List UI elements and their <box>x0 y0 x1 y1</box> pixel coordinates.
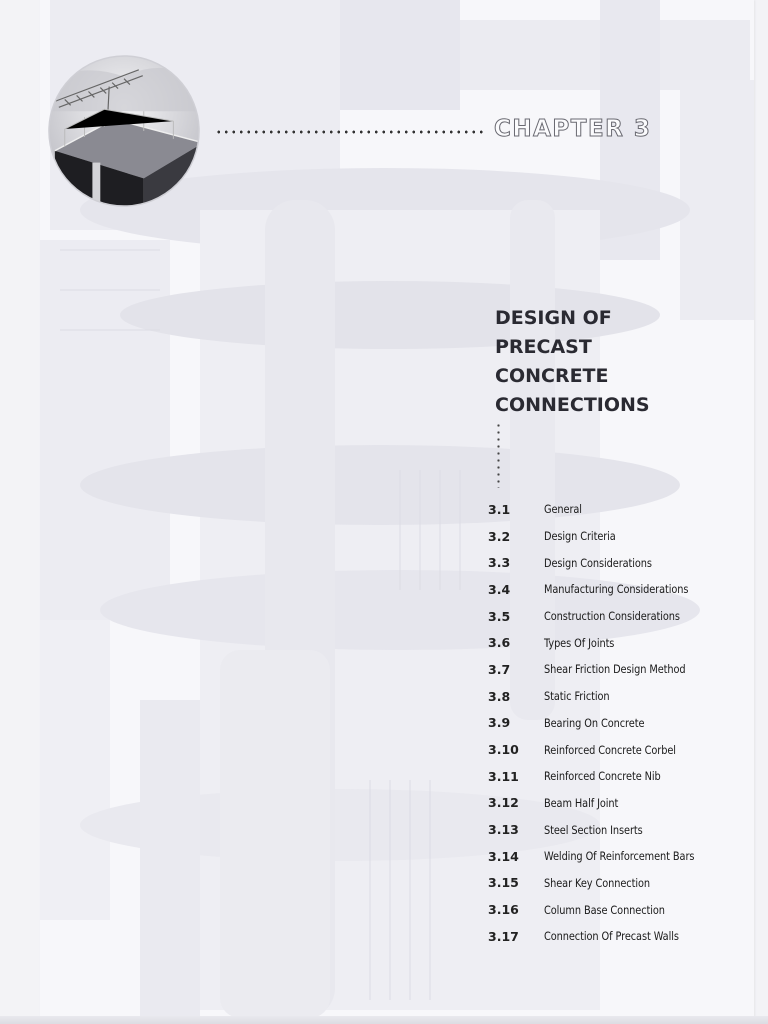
vertical-dotted-divider <box>497 422 500 488</box>
toc-number: 3.7 <box>488 661 511 677</box>
toc-number: 3.16 <box>488 902 519 918</box>
toc-label: Shear Key Connection <box>544 875 650 890</box>
toc-label: Welding Of Reinforcement Bars <box>544 849 695 864</box>
toc-number: 3.11 <box>488 768 519 784</box>
page-bottom-edge <box>0 1016 768 1024</box>
toc-number: 3.14 <box>488 848 519 864</box>
toc-label: Manufacturing Considerations <box>544 582 689 597</box>
chapter-dotted-leader <box>215 130 487 134</box>
toc-item <box>488 549 754 576</box>
toc-label: General <box>544 502 582 517</box>
toc-number: 3.17 <box>488 928 519 944</box>
toc-item <box>488 896 754 923</box>
toc-label: Beam Half Joint <box>544 795 619 810</box>
toc-item <box>488 656 754 683</box>
toc-item <box>488 923 754 950</box>
toc-item <box>488 496 754 523</box>
toc-label: Connection Of Precast Walls <box>544 929 679 944</box>
toc-label: Static Friction <box>544 689 610 704</box>
toc-label: Design Criteria <box>544 529 616 544</box>
toc-number: 3.15 <box>488 875 519 891</box>
toc-item <box>488 790 754 817</box>
toc-item <box>488 763 754 790</box>
toc-label: Column Base Connection <box>544 902 665 917</box>
toc-item <box>488 870 754 897</box>
toc-number: 3.9 <box>488 715 511 731</box>
toc-label: Design Considerations <box>544 555 652 570</box>
chapter-heading: CHAPTER 3 <box>494 116 652 142</box>
title-line: CONNECTIONS <box>495 394 650 416</box>
toc-label: Steel Section Inserts <box>544 822 643 837</box>
toc-number: 3.2 <box>488 528 511 544</box>
title-line: PRECAST <box>495 336 592 358</box>
title-line: CONCRETE <box>495 365 609 387</box>
toc-number: 3.12 <box>488 795 519 811</box>
toc-number: 3.10 <box>488 742 519 758</box>
toc-item <box>488 736 754 763</box>
chapter-title <box>495 304 754 420</box>
toc-number: 3.5 <box>488 608 511 624</box>
toc-label: Construction Considerations <box>544 609 680 624</box>
toc-item <box>488 843 754 870</box>
toc-label: Reinforced Concrete Nib <box>544 769 661 784</box>
toc-item <box>488 603 754 630</box>
toc-item <box>488 816 754 843</box>
toc-number: 3.1 <box>488 501 511 517</box>
chapter-photo-circle <box>45 52 203 210</box>
toc-item <box>488 629 754 656</box>
toc-label: Bearing On Concrete <box>544 715 645 730</box>
toc-item <box>488 576 754 603</box>
toc-label: Reinforced Concrete Corbel <box>544 742 676 757</box>
toc-number: 3.13 <box>488 822 519 838</box>
table-of-contents <box>488 496 754 950</box>
toc-item <box>488 683 754 710</box>
toc-label: Types Of Joints <box>544 635 615 650</box>
toc-number: 3.8 <box>488 688 511 704</box>
toc-item <box>488 710 754 737</box>
document-page <box>40 0 754 1018</box>
title-line: DESIGN OF <box>495 307 612 329</box>
toc-number: 3.4 <box>488 581 511 597</box>
toc-number: 3.3 <box>488 555 511 571</box>
toc-item <box>488 523 754 550</box>
toc-label: Shear Friction Design Method <box>544 662 686 677</box>
toc-number: 3.6 <box>488 635 511 651</box>
